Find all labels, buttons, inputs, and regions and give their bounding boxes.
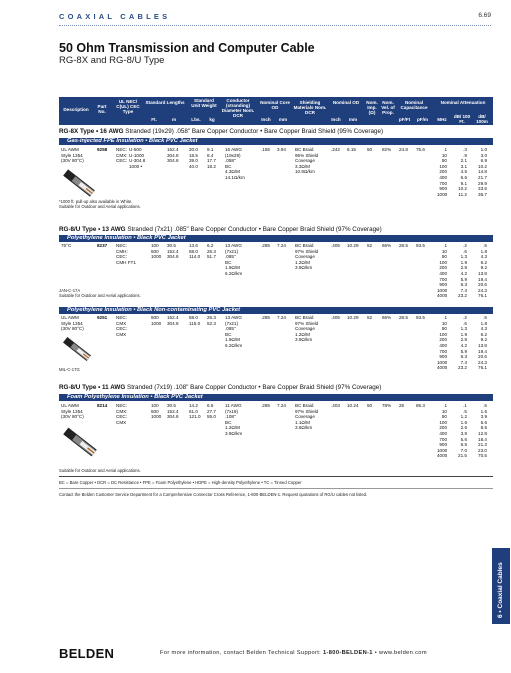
section-side-tab[interactable] bbox=[492, 548, 510, 624]
cable-cutaway-image bbox=[62, 334, 92, 364]
col-pf-ft: pF/Ft bbox=[398, 117, 411, 122]
row-lbs: 13.6 58.0 114.0 bbox=[189, 243, 201, 260]
row-conductor: 11 AWG (7x19) .108" BC 1.2Ω/M 3.9Ω/km bbox=[225, 403, 243, 436]
row-imp: 50 bbox=[367, 147, 373, 152]
row-lbs: 58.0 115.0 bbox=[189, 315, 201, 326]
row-imp: 52 bbox=[367, 315, 373, 320]
row-kg: 26.3 52.3 bbox=[207, 315, 216, 326]
row-description: 75°C bbox=[61, 243, 72, 248]
row-imp: 52 bbox=[367, 243, 373, 248]
col-pf-m: pF/m bbox=[417, 117, 428, 122]
row-pf-ft: 28.5 bbox=[399, 315, 408, 320]
col-db-100ft: dB/ 100 Ft. bbox=[453, 114, 471, 124]
section-title-text: Stranded (19x29) .058" Bare Copper Conductor • Bare Copper Braid Shield (95% Coverage) bbox=[123, 128, 384, 135]
row-lbs: 14.2 61.0 121.0 bbox=[189, 403, 201, 420]
col-core-inch: Inch bbox=[261, 117, 271, 122]
row-nec: NEC: CMX: CEC: bbox=[116, 147, 128, 164]
table-row bbox=[59, 315, 493, 373]
row-m: 152.4 304.8 304.8 bbox=[167, 147, 179, 164]
section-title-text: Stranded (7x21) .085" Bare Copper Conductor • Bare Copper Braid Shield (97% Coverage) bbox=[125, 226, 382, 233]
col-db-100m: dB/ 100m bbox=[476, 114, 488, 124]
section-title-bold: RG-8X Type • 16 AWG bbox=[59, 128, 124, 135]
footer-text: For more information, contact Belden Technical Support: bbox=[160, 650, 324, 656]
row-conductor: 13 AWG (7x21) .085" BC 1.9Ω/M 6.2Ω/km bbox=[225, 243, 243, 276]
row-db-ft: .2 .6 1.3 1.9 2.8 4.2 5.9 6.3 7.4 23.2 bbox=[458, 315, 467, 371]
row-shield: BC Braid 97% Shield Coverage 1.1Ω/M 3.6Ω/km bbox=[295, 403, 319, 431]
row-od-in: .242 bbox=[331, 147, 340, 152]
page-number: 6.69 bbox=[478, 12, 491, 19]
insulation-band-label: Foam Polyethylene Insulation • Black PVC Jacket bbox=[67, 394, 203, 400]
row-vel: 66% bbox=[382, 243, 392, 248]
row-imp: 50 bbox=[367, 403, 373, 408]
col-description: Description bbox=[63, 107, 89, 112]
row-lbs: 20.0 18.5 39.0 40.0 bbox=[189, 147, 198, 169]
row-conductor: 16 AWG (19x29) .058" BC 4.3Ω/M 14.1Ω/km bbox=[225, 147, 245, 180]
col-kg: kg bbox=[209, 117, 215, 122]
insulation-band-label: Polyethylene Insulation • Black PVC Jacket bbox=[67, 235, 186, 241]
row-pf-m: 75.6 bbox=[416, 147, 425, 152]
row-ul: U-500 U-1000 U-304.8 1000 • bbox=[129, 147, 146, 169]
footnote: JAN-C-17A Suitable for Outdoor and Aerial applications. bbox=[59, 288, 141, 298]
row-vel: 82% bbox=[382, 147, 392, 152]
footer-phone: 1-800-BELDEN-1 bbox=[323, 650, 373, 656]
row-od-mm: 10.29 bbox=[347, 315, 359, 320]
cable-cutaway-image bbox=[62, 166, 96, 200]
col-part-no: Part No. bbox=[97, 104, 107, 114]
section-category: COAXIAL CABLES bbox=[59, 12, 171, 21]
row-pf-m: 85.3 bbox=[416, 403, 425, 408]
section-title-text: Stranded (7x19) .108" Bare Copper Conductor • Bare Copper Braid Shield (97% Coverage) bbox=[125, 384, 382, 391]
row-core-mm: 7.24 bbox=[277, 403, 286, 408]
row-pf-ft: 26 bbox=[399, 403, 405, 408]
row-db-m: .5 1.8 4.3 6.2 9.2 13.8 19.4 20.6 24.3 76.1 bbox=[478, 315, 487, 371]
belden-logo: BELDEN bbox=[59, 646, 115, 661]
row-ft: 100 500 1000 bbox=[151, 243, 162, 260]
table-row bbox=[59, 403, 493, 463]
insulation-band-label: Polyethylene Insulation • Black Non-contaminating PVC Jacket bbox=[67, 307, 241, 313]
row-db-ft: .1 .5 1.2 1.6 2.6 3.9 5.6 6.5 7.0 21.5 bbox=[458, 403, 467, 459]
row-description: UL AWM Style 1354 (30V 80°C) bbox=[61, 147, 84, 164]
row-db-ft: .2 .6 1.3 1.9 2.8 4.2 5.9 6.3 7.4 23.2 bbox=[458, 243, 467, 299]
col-core-od: Nominal Core OD bbox=[260, 100, 290, 110]
row-m: 152.4 304.8 bbox=[167, 315, 179, 326]
row-db-m: 1.0 3.0 6.9 10.2 14.8 21.7 29.9 33.5 36.7 bbox=[478, 147, 487, 197]
row-od-in: .405 bbox=[331, 243, 340, 248]
col-mhz: MHz bbox=[437, 117, 447, 122]
row-db-m: .5 1.5 3.9 5.6 8.5 12.8 18.4 21.3 23.0 70.5 bbox=[478, 403, 487, 459]
row-mhz: 1 10 50 100 200 400 700 900 1000 bbox=[437, 147, 448, 197]
row-part-no: 9251 bbox=[97, 315, 108, 320]
footer-website: • www.belden.com bbox=[372, 650, 427, 656]
col-m: m bbox=[171, 117, 177, 122]
abbreviation-legend: BC = Bare Copper • DCR = DC Resistance • FPE = Foam Polyethylene • HDPE = High-density Polyethylene • TC = Tinned Copper bbox=[59, 480, 302, 485]
row-pf-ft: 28.5 bbox=[399, 243, 408, 248]
section-title-bold: RG-8/U Type • 11 AWG bbox=[59, 384, 126, 391]
row-description: UL AWM Style 1354 (30V 80°C) bbox=[61, 403, 84, 420]
page-title: 50 Ohm Transmission and Computer Cable bbox=[59, 41, 315, 55]
section-title-rg8x bbox=[59, 128, 383, 135]
row-conductor: 13 AWG (7x21) .085" BC 1.9Ω/M 6.2Ω/km bbox=[225, 315, 243, 348]
table-bottom-rule bbox=[59, 476, 493, 477]
row-kg: 6.5 27.7 55.0 bbox=[207, 403, 216, 420]
header-divider bbox=[59, 25, 491, 26]
col-lbs: Lbs. bbox=[191, 117, 201, 122]
row-od-in: .403 bbox=[331, 403, 340, 408]
row-nec: NEC: CMX: CEC: CMX bbox=[116, 403, 128, 425]
footnote: *1000 ft. pull-up also available in White. Suitable for Outdoor and Aerial applications. bbox=[59, 199, 141, 209]
row-description: UL AWM Style 1354 (30V 80°C) bbox=[61, 315, 84, 332]
footnote: MIL-C-17G bbox=[59, 367, 80, 372]
row-pf-m: 93.5 bbox=[416, 315, 425, 320]
insulation-band bbox=[59, 235, 493, 242]
row-core-mm: 3.94 bbox=[277, 147, 286, 152]
col-std-lengths: Standard Lengths bbox=[145, 100, 185, 105]
col-conductor: Conductor (stranding) Diameter Nom. DCR bbox=[221, 98, 255, 118]
row-db-m: .5 1.8 4.3 6.2 9.2 13.8 19.4 20.6 24.3 76.1 bbox=[478, 243, 487, 299]
insulation-band bbox=[59, 307, 493, 314]
row-shield: BC Braid 95% Shield Coverage 3.3Ω/M 10.8Ω/km bbox=[295, 147, 319, 175]
row-kg: 6.2 26.3 51.7 bbox=[207, 243, 216, 260]
row-part-no: 8214 bbox=[97, 403, 108, 408]
row-core-in: .285 bbox=[261, 403, 270, 408]
row-od-in: .405 bbox=[331, 315, 340, 320]
col-od-mm: mm bbox=[348, 117, 358, 122]
legend-divider bbox=[59, 488, 493, 489]
row-db-ft: .3 .9 2.1 3.1 4.5 6.6 9.1 10.2 11.2 bbox=[458, 147, 467, 197]
row-od-mm: 6.15 bbox=[347, 147, 356, 152]
row-ft: 100 500 1000 bbox=[151, 403, 162, 420]
row-od-mm: 10.24 bbox=[347, 403, 359, 408]
row-part-no: 8237 bbox=[97, 243, 108, 248]
row-core-mm: 7.24 bbox=[277, 243, 286, 248]
row-core-mm: 7.24 bbox=[277, 315, 286, 320]
table-header bbox=[59, 97, 493, 125]
row-pf-ft: 24.8 bbox=[399, 147, 408, 152]
row-od-mm: 10.29 bbox=[347, 243, 359, 248]
section-title-rg8u-11awg bbox=[59, 384, 381, 391]
row-shield: BC Braid 97% Shield Coverage 1.2Ω/M 3.9Ω/km bbox=[295, 315, 319, 343]
col-od-inch: Inch bbox=[331, 117, 341, 122]
footnote: Suitable for Outdoor and Aerial applications. bbox=[59, 468, 141, 473]
row-core-in: .285 bbox=[261, 315, 270, 320]
row-pf-m: 93.5 bbox=[416, 243, 425, 248]
insulation-band bbox=[59, 138, 493, 145]
row-ft: 500 1000 bbox=[151, 315, 162, 326]
row-part-no: 9258 bbox=[97, 147, 108, 152]
row-mhz: 1 10 50 100 200 400 700 900 1000 4000 bbox=[437, 243, 448, 299]
row-vel: 78% bbox=[382, 403, 392, 408]
side-tab-label: 6 • Coaxial Cables bbox=[497, 562, 504, 618]
row-shield: BC Braid 97% Shield Coverage 1.2Ω/M 3.9Ω/km bbox=[295, 243, 319, 271]
col-ul-nec: UL NEC/ C(UL) CEC Type bbox=[116, 99, 140, 114]
row-m: 30.5 152.4 304.8 bbox=[167, 403, 179, 420]
row-kg: 9.1 8.4 17.7 18.2 bbox=[207, 147, 216, 169]
col-unit-weight: Standard Unit Weight bbox=[191, 98, 217, 108]
col-nom-imp: Nom. Imp. (Ω) bbox=[366, 100, 378, 115]
col-core-mm: mm bbox=[278, 117, 288, 122]
row-mhz: 1 10 50 100 200 400 700 900 1000 4000 bbox=[437, 315, 448, 371]
cable-cutaway-image bbox=[62, 424, 98, 460]
customer-service-note: Contact the Belden Customer Service Department for a Comprehensive Connector Cross Reference, 1-800-BELDEN-1. Request quotations of RG/U cables not listed. bbox=[59, 492, 368, 497]
col-ft: Ft. bbox=[151, 117, 157, 122]
footer-contact bbox=[160, 650, 427, 656]
row-nec: NEC: CMH: CEC: CMH FT1 bbox=[116, 243, 136, 265]
row-vel: 66% bbox=[382, 315, 392, 320]
row-nec: NEC: CMX CEC: CMX bbox=[116, 315, 127, 337]
insulation-band-label: Gas-injected FPE Insulation • Black PVC Jacket bbox=[67, 138, 198, 144]
section-title-bold: RG-8/U Type • 13 AWG bbox=[59, 226, 126, 233]
col-shielding: Shielding Materials Nom. DCR bbox=[293, 100, 327, 115]
page-subtitle: RG-8X and RG-8/U Type bbox=[59, 55, 165, 66]
col-nom-vel: Nom. Vel. of Prop. bbox=[381, 100, 395, 115]
row-m: 30.5 152.4 304.8 bbox=[167, 243, 179, 260]
col-nom-od: Nominal OD bbox=[332, 100, 360, 105]
col-attenuation: Nominal Attenuation bbox=[440, 100, 486, 105]
row-core-in: .285 bbox=[261, 243, 270, 248]
insulation-band bbox=[59, 394, 493, 401]
row-core-in: .155 bbox=[261, 147, 270, 152]
row-mhz: 1 10 50 100 200 400 700 900 1000 4000 bbox=[437, 403, 448, 459]
col-capacitance: Nominal Capacitance bbox=[400, 100, 428, 110]
section-title-rg8u-13awg bbox=[59, 226, 382, 233]
